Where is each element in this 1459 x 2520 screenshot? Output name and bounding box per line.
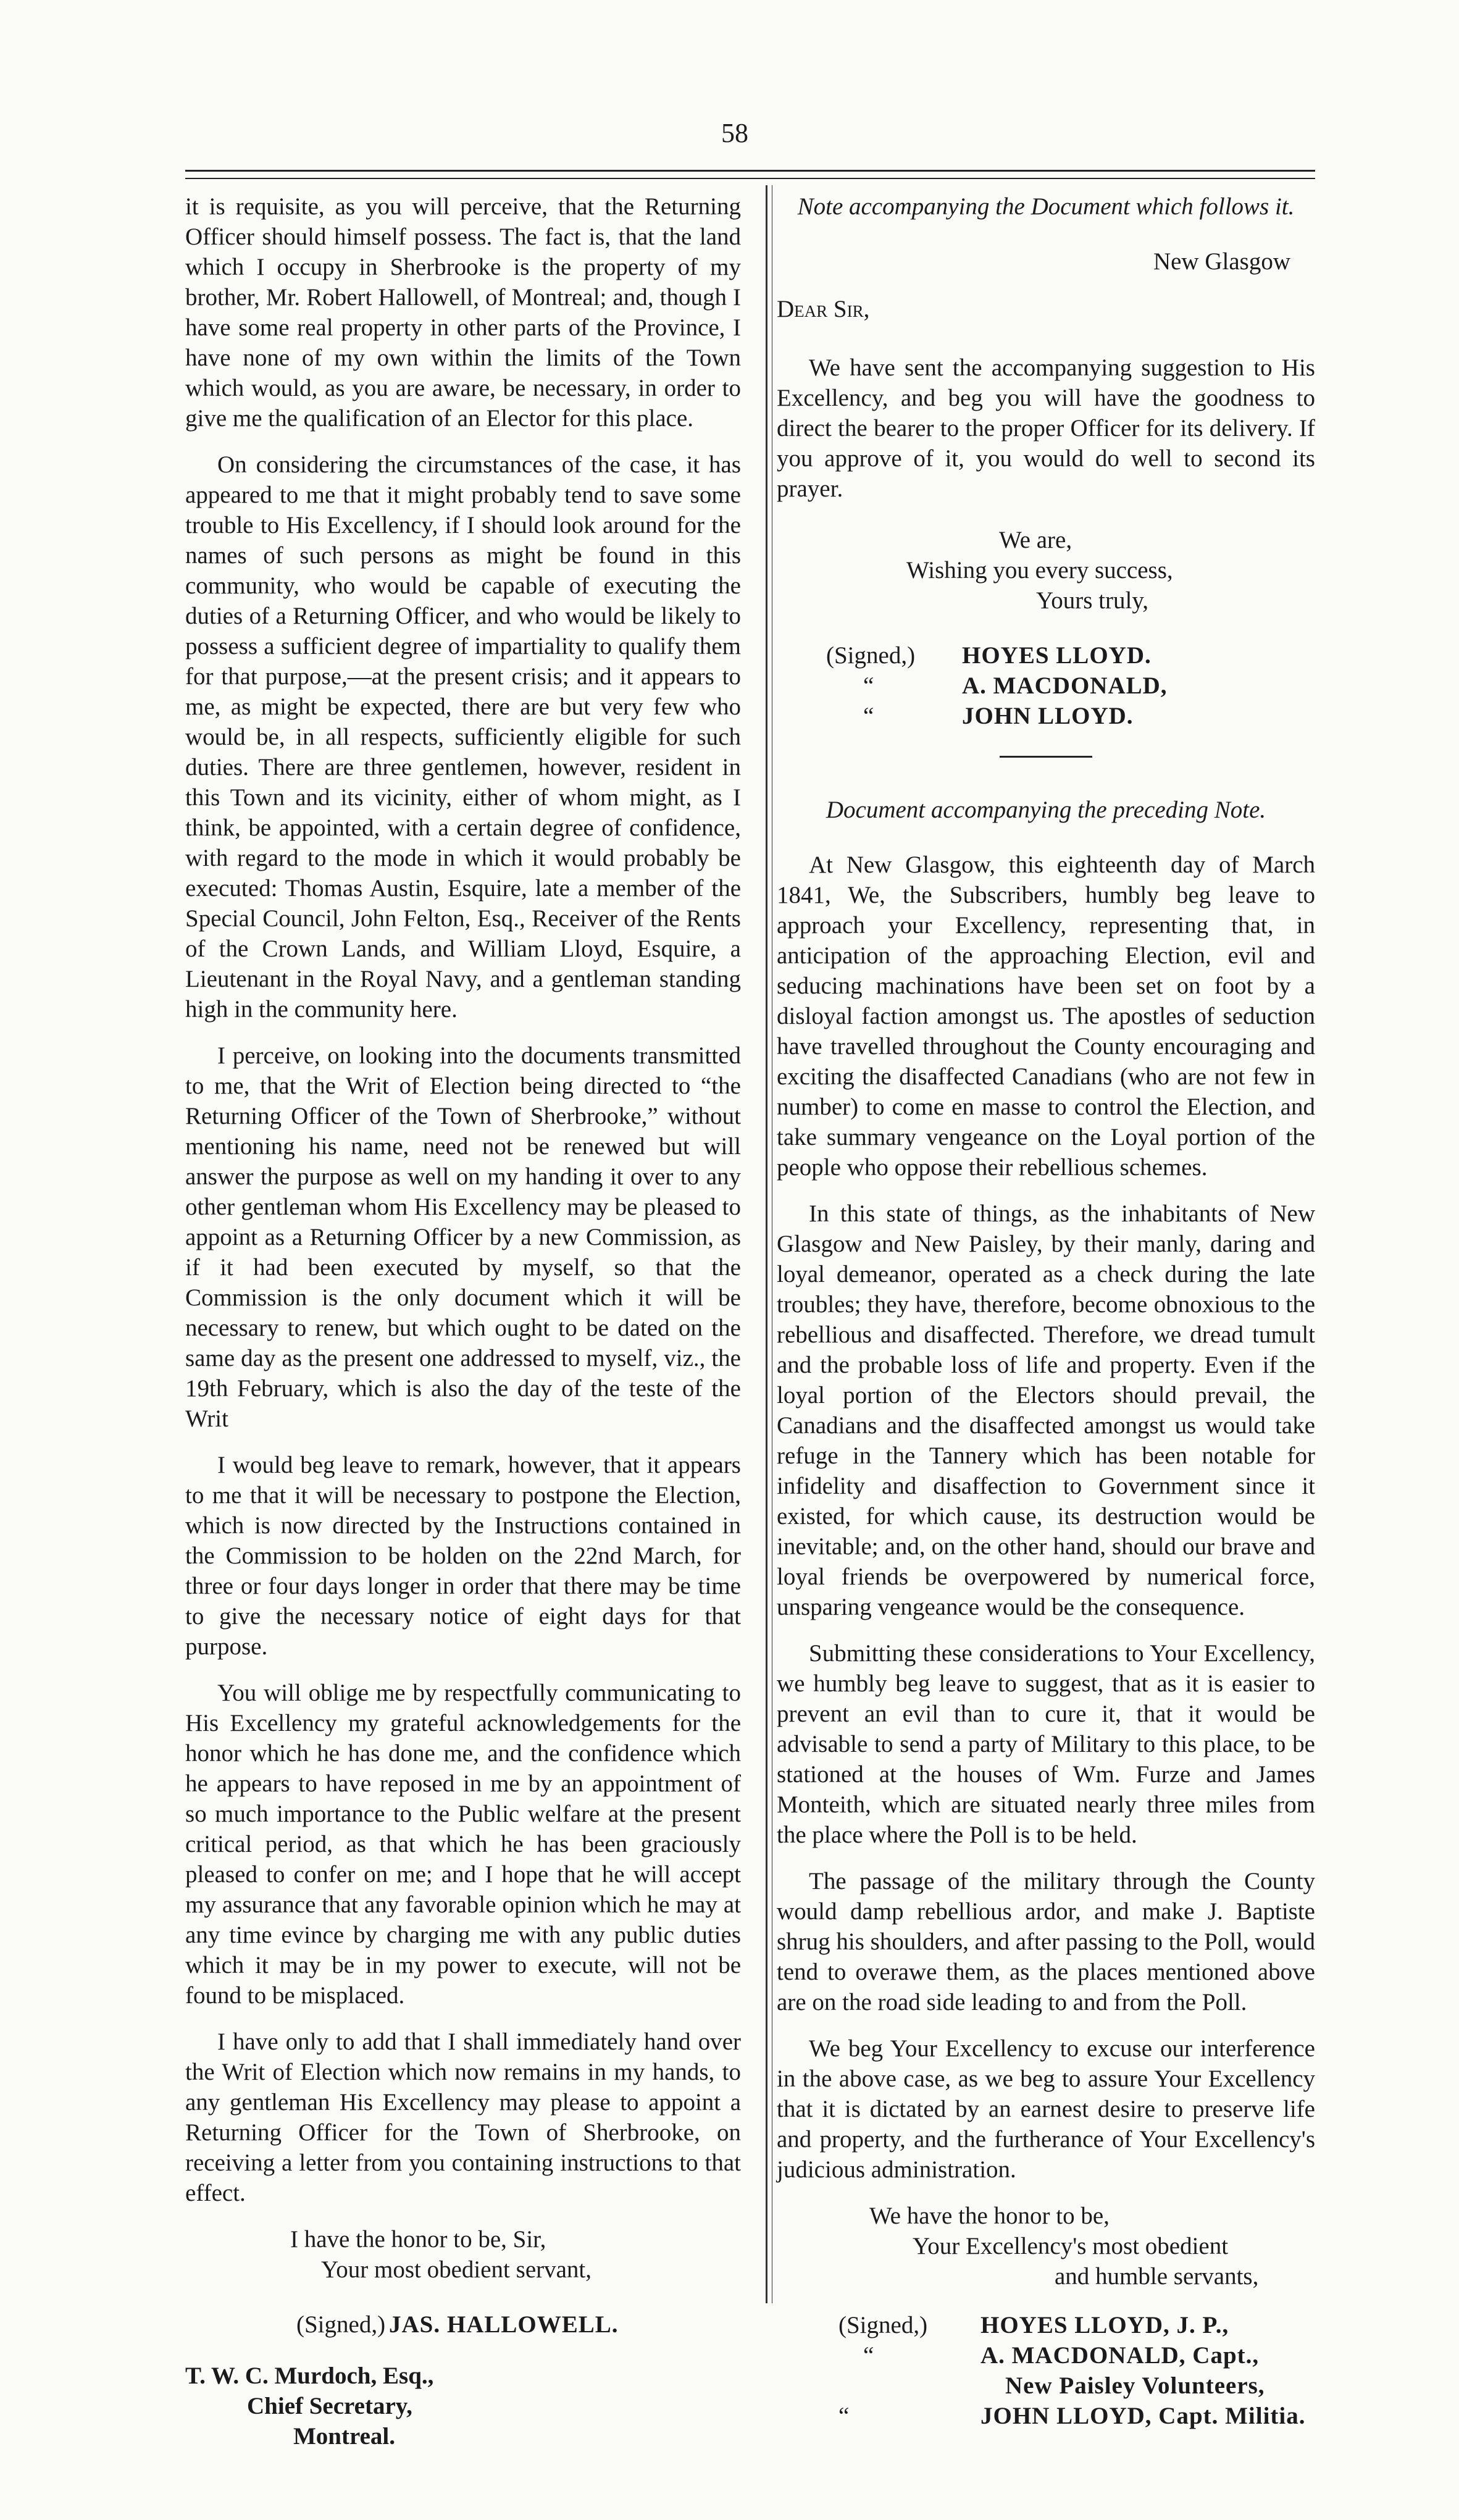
paragraph: You will oblige me by respectfully communicating to His Excellency my grateful acknowledgements for the honor which he has done me, and the confidence which he appears to have reposed in me by an appointment of so much importance to the Public welfare at the present critical period, as that which he has been graciously pleased to confer on me; and I hope that he will accept my assurance that any favorable opinion which he may at any time evince by charging me with any public duties which it may be in my power to execute, will not be found to be misplaced. bbox=[185, 1680, 741, 2009]
paragraph: I have only to add that I shall immediately hand over the Writ of Election which now remains in my hands, to any gentleman His Excellency may please to appoint a Returning Officer for the Town of Sherbrooke, on receiving a letter from you containing instructions to that effect. bbox=[185, 2028, 741, 2206]
paragraph: I would beg leave to remark, however, that it appears to me that it will be necessary to postpone the Election, which is now directed by the Instructions contained in the Commission to be holden on the 22nd March, for three or four days longer in order that there may be time to give the necessary notice of eight days for that purpose. bbox=[185, 1452, 741, 1660]
document-closing: Your Excellency's most obedient bbox=[913, 2233, 1229, 2259]
salutation: Dear Sir, bbox=[777, 296, 870, 322]
closing-line: I have the honor to be, Sir, bbox=[290, 2226, 546, 2253]
addressee-place: Montreal. bbox=[293, 2423, 395, 2450]
signer-name: JOHN LLOYD. bbox=[962, 703, 1134, 729]
section-rule bbox=[1000, 756, 1092, 758]
signed-mark: (Signed,) bbox=[826, 642, 916, 669]
document-closing: and humble servants, bbox=[1055, 2263, 1259, 2290]
signer-affiliation: New Paisley Volunteers, bbox=[1005, 2372, 1265, 2399]
addressee-title: Chief Secretary, bbox=[247, 2393, 412, 2419]
document-closing: We have the honor to be, bbox=[869, 2203, 1110, 2229]
document-paragraph: At New Glasgow, this eighteenth day of March 1841, We, the Subscribers, humbly beg leave to approach your Excellency, representing that, in anticipation of the approaching Election, evil and seducing machinations have been set on foot by a disloyal faction amongst us. The apostles of seduction have travelled throughout the County encouraging and exciting the disaffected Canadians (who are not few in number) to come en masse to control the Election, and take summary vengeance on the Loyal portion of the people who oppose their rebellious schemes. bbox=[777, 852, 1315, 1181]
signer-name: HOYES LLOYD. bbox=[962, 642, 1152, 669]
ditto-mark: “ bbox=[838, 2403, 850, 2429]
closing-line: Your most obedient servant, bbox=[321, 2256, 592, 2283]
column-divider bbox=[766, 185, 767, 2303]
signer-name: JOHN LLOYD, Capt. Militia. bbox=[980, 2403, 1306, 2429]
place-line: New Glasgow bbox=[1153, 248, 1290, 275]
document-signatures bbox=[777, 2310, 1315, 2431]
document-paragraph: Submitting these considerations to Your Excellency, we humbly beg leave to suggest, that as it is easier to prevent an evil than to cure it, that it would be advisable to send a party of Military to this place, to be stationed at the houses of Wm. Furze and James Monteith, which are situated nearly three miles from the place where the Poll is to be held. bbox=[777, 1640, 1315, 1848]
paragraph: it is requisite, as you will perceive, that the Returning Officer should himself possess. The fact is, that the land which I occupy in Sherbrooke is the property of my brother, Mr. Robert Hallowell, of Montreal; and, though I have some real property in other parts of the Province, I have none of my own within the limits of the Town which would, as you are aware, be necessary, in order to give me the qualification of an Elector for this place. bbox=[185, 193, 741, 432]
document-paragraph: We beg Your Excellency to excuse our interference in the above case, as we beg to assure Your Excellency that it is dictated by an earnest desire to preserve life and property, and the furtherance of Your Excellency's judicious administration. bbox=[777, 2035, 1315, 2183]
page-number: 58 bbox=[721, 118, 748, 148]
header-rule-thin bbox=[185, 178, 1315, 179]
note-signatures bbox=[777, 640, 1315, 731]
paragraph: I perceive, on looking into the documents transmitted to me, that the Writ of Election being directed to “the Returning Officer of the Town of Sherbrooke,” without mentioning his name, need not be renewed but will answer the purpose as well on my handing it over to any other gentleman whom His Excellency may be pleased to appoint as a Returning Officer by a new Commission, as if it had been executed by myself, so that the Commission is the only document which it will be necessary to renew, but which ought to be dated on the same day as the present one addressed to myself, viz., the 19th February, which is also the day of the teste of the Writ bbox=[185, 1042, 741, 1432]
signed-mark: (Signed,) bbox=[838, 2312, 928, 2338]
note-heading: Note accompanying the Document which follows it. bbox=[797, 193, 1295, 220]
signer-name: JAS. HALLOWELL. bbox=[389, 2311, 619, 2338]
signer-affiliation-mark bbox=[777, 2371, 980, 2401]
left-column bbox=[185, 191, 741, 2451]
signed-mark: (Signed,) bbox=[296, 2311, 386, 2338]
note-paragraph: We have sent the accompanying suggestion to His Excellency, and beg you will have the goodness to direct the bearer to the proper Officer for its delivery. If you approve of it, you would do well to second its prayer. bbox=[777, 354, 1315, 502]
document-heading: Document accompanying the preceding Note. bbox=[826, 797, 1266, 823]
signer-name: A. MACDONALD, bbox=[962, 672, 1168, 699]
note-closing: Wishing you every success, bbox=[906, 557, 1173, 584]
signer-name: A. MACDONALD, Capt., bbox=[980, 2342, 1260, 2369]
signer-name: HOYES LLOYD, J. P., bbox=[980, 2312, 1229, 2338]
document-paragraph: The passage of the military through the County would damp rebellious ardor, and make J. Baptiste shrug his shoulders, and after passing to the Poll, would tend to overawe them, as the places mentioned above are on the road side leading to and from the Poll. bbox=[777, 1868, 1315, 2016]
signature-line bbox=[185, 2309, 741, 2340]
ditto-mark: “ bbox=[863, 703, 874, 729]
ditto-mark: “ bbox=[863, 672, 874, 699]
paragraph: On considering the circumstances of the case, it has appeared to me that it might probably tend to save some trouble to His Excellency, if I should look around for the names of such persons as might be found in this community, who would be capable of executing the duties of a Returning Officer, and who would be likely to possess a sufficient degree of impartiality to qualify them for that purpose,—at the present crisis; and it appears to me, as might be expected, there are but very few who would be, in all respects, sufficiently eligible for such duties. There are three gentlemen, however, resident in this Town and its vicinity, either of whom might, as I think, be appointed, with a certain degree of confidence, with regard to the mode in which it would probably be executed: Thomas Austin, Esquire, late a member of the Special Council, John Felton, Esq., Receiver of the Rents of the Crown Lands, and William Lloyd, Esquire, a Lieutenant in the Royal Navy, and a gentleman standing high in the community here. bbox=[185, 451, 741, 1023]
ditto-mark: “ bbox=[863, 2342, 874, 2369]
note-closing: Yours truly, bbox=[1036, 587, 1149, 614]
header-rule bbox=[185, 170, 1315, 172]
addressee-name: T. W. C. Murdoch, Esq., bbox=[185, 2363, 434, 2389]
note-closing: We are, bbox=[999, 527, 1072, 553]
document-paragraph: In this state of things, as the inhabitants of New Glasgow and New Paisley, by their manly, daring and loyal demeanor, operated as a check during the late troubles; they have, therefore, become obnoxious to the rebellious and disaffected. Therefore, we dread tumult and the probable loss of life and property. Even if the loyal portion of the Electors should prevail, the Canadians and the disaffected amongst us would take refuge in the Tannery which has been notable for infidelity and disaffection to Government since it existed, for which cause, its destruction would be inevitable; and, on the other hand, should our brave and loyal friends be overpowered by numerical force, unsparing vengeance would be the consequence. bbox=[777, 1200, 1315, 1620]
right-column bbox=[777, 191, 1315, 2431]
